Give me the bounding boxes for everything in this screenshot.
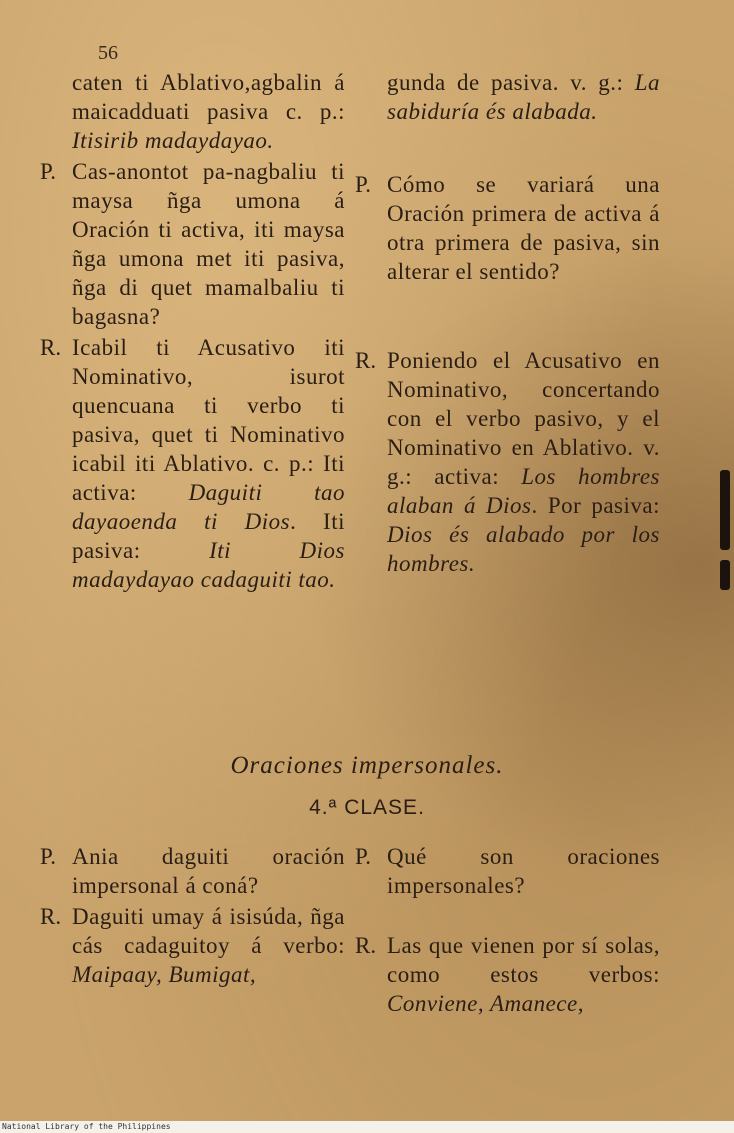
- text-segment: Ania daguiti oración impersonal á coná?: [72, 844, 345, 898]
- question-entry: [355, 170, 660, 286]
- entry-marker: R.: [355, 348, 377, 373]
- example-italic: Daguiti tao dayaoenda ti Dios: [72, 480, 345, 534]
- entry-text: [72, 157, 345, 331]
- example-italic: Conviene, Amanece,: [387, 991, 584, 1016]
- question-entry: [40, 842, 345, 900]
- page-number: 56: [98, 42, 118, 64]
- question-entry: [40, 157, 345, 331]
- text-segment: agbalin á maicaddua: [72, 70, 346, 124]
- ilocano-column: [40, 68, 345, 594]
- entry-text: [387, 68, 660, 126]
- entry-marker: [40, 68, 72, 155]
- entry-marker: R.: [40, 335, 62, 360]
- entry-text: [72, 68, 345, 155]
- entry-marker: P.: [40, 159, 56, 184]
- entry-text: [387, 346, 660, 578]
- entry-marker: P.: [355, 844, 371, 869]
- entry-text: [72, 842, 345, 900]
- text-segment: Poniendo el Acusativo en Nominativo, concertando con el verbo pasivo, y el Nominativo en Ablativo. v. g.: activa:: [387, 348, 660, 489]
- text-segment: Cas-anontot pa-nagbaliu ti maysa ñga umona á Oración ti activa, iti maysa ñga umona met iti pasiva, ñga di quet mamalbaliu ti bagasna?: [72, 159, 345, 329]
- text-segment: . Por pasiva:: [531, 493, 660, 518]
- example-italic: Los hombres alaban á Dios: [387, 464, 661, 518]
- entry-marker: R.: [355, 933, 377, 958]
- text-segment: gunda de pasiva. v. g.:: [387, 70, 635, 95]
- entry-text: [387, 170, 660, 286]
- library-footer: National Library of the Philippines: [0, 1121, 734, 1133]
- ilocano-column: [40, 842, 345, 1018]
- text-segment: Qué son oraciones impersonales?: [387, 844, 660, 898]
- class-title: 4.ª CLASE.: [309, 796, 425, 819]
- text-segment: caten ti Ablativo,: [72, 70, 251, 95]
- text-segment: Las que vienen por sí solas, como estos verbos:: [387, 933, 660, 987]
- question-entry: [355, 842, 660, 900]
- example-italic: Iti Dios madaydayao cadaguiti tao.: [72, 538, 345, 592]
- example-italic: La sabiduría és alabada.: [387, 70, 660, 124]
- answer-entry: [355, 931, 660, 1018]
- continued-entry: [355, 68, 660, 126]
- entry-text: [387, 842, 660, 900]
- text-segment: . Iti pasiva:: [72, 509, 345, 563]
- example-italic: Iti: [72, 128, 94, 153]
- answer-entry: [355, 346, 660, 578]
- binding-mark: [720, 560, 730, 590]
- entry-text: [72, 902, 345, 989]
- entry-marker: P.: [355, 172, 371, 197]
- answer-entry: [40, 902, 345, 989]
- text-segment: Daguiti umay á isisúda, ñga cás cadaguitoy á verbo:: [72, 904, 345, 958]
- answer-entry: [40, 333, 345, 594]
- text-segment: Icabil ti Acusativo iti Nominativo, isurot quencuana ti verbo ti pasiva, quet ti Nominativo icabil iti Ablativo. c. p.: Iti activa:: [72, 335, 345, 505]
- text-segment: Cómo se variará una Oración primera de activa á otra primera de pasiva, sin alterar el sentido?: [387, 172, 660, 284]
- example-italic: Maipaay, Bumigat,: [72, 962, 257, 987]
- entry-text: [387, 931, 660, 1018]
- spanish-column: [355, 68, 660, 594]
- entry-marker: [355, 68, 387, 126]
- example-italic: Dios és alabado por los hombres.: [387, 522, 660, 576]
- dialogue-block-second: [40, 842, 660, 1018]
- text-segment: ti pasiva c. p.:: [176, 99, 345, 124]
- example-italic: sirib madaydayao.: [93, 128, 274, 153]
- continued-entry: [40, 68, 345, 155]
- entry-marker: R.: [40, 904, 62, 929]
- spanish-column: [355, 842, 660, 1018]
- dialogue-block-first: [40, 68, 660, 594]
- entry-marker: P.: [40, 844, 56, 869]
- binding-mark: [720, 470, 730, 550]
- entry-text: [72, 333, 345, 594]
- section-title: Oraciones impersonales.: [230, 752, 504, 779]
